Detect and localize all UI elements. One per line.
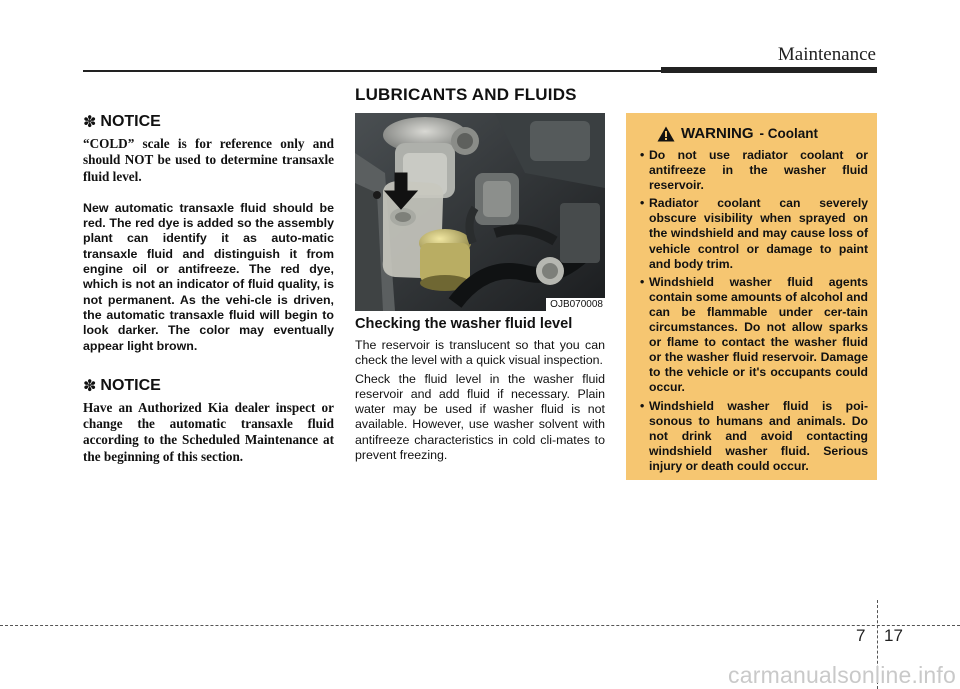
warning-box <box>626 113 877 480</box>
left-column <box>83 112 334 465</box>
engine-bay-illustration <box>355 113 605 311</box>
watermark: carmanualsonline.info <box>728 662 956 688</box>
bullet-icon: • <box>640 148 645 162</box>
warning-heading <box>657 125 868 142</box>
notice-label: NOTICE <box>100 376 161 394</box>
subsection-heading: Checking the washer fluid level <box>355 316 573 332</box>
section-title: Maintenance <box>777 44 876 65</box>
notice-text: Have an Authorized Kia dealer inspect or change the automatic transaxle fluid according to the Scheduled Maintenance at the beginning of this section. <box>83 399 334 464</box>
engine-bay-photo <box>355 113 605 311</box>
notice-heading <box>83 112 334 132</box>
warning-list <box>640 148 868 474</box>
middle-column <box>355 316 605 466</box>
notice-label: NOTICE <box>100 113 161 130</box>
notice-heading <box>83 376 334 396</box>
bullet-icon: • <box>640 398 645 413</box>
image-code: OJB070008 <box>546 298 605 311</box>
notice-star-icon: ✽ <box>83 377 97 395</box>
notice-star-icon: ✽ <box>83 114 97 131</box>
list-item: • Windshield washer fluid agents contain some amounts of alcohol and can be flammable under cer-tain circumstances. Do not allow sparks or flame to contact the washer fluid or the washer fluid reservoir. Damage to the vehicle or it's occupants could occur. <box>640 274 868 395</box>
list-item: • Do not use radiator coolant or antifreeze in the washer fluid reservoir. <box>640 148 868 193</box>
list-item: • Windshield washer fluid is poi-sonous to humans and animals. Do not drink and avoid contacting windshield washer fluid. Serious injury or death could occur. <box>640 398 868 473</box>
body-paragraph: Check the fluid level in the washer fluid reservoir and add fluid if necessary. Plain water may be used if washer fluid is not available. However, use washer solvent with antifreeze characteristics in cold cli-mates to prevent freezing. <box>355 371 605 463</box>
header-rule-accent <box>661 67 877 73</box>
body-paragraph: The reservoir is translucent so that you can check the level with a quick visual inspection. <box>355 338 605 368</box>
notice-text: “COLD” scale is for reference only and should NOT be used to determine transaxle fluid level. <box>83 136 334 184</box>
page-title: LUBRICANTS AND FLUIDS <box>355 85 577 104</box>
page-number: 17 <box>884 626 903 645</box>
transaxle-fluid-paragraph: New automatic transaxle fluid should be red. The red dye is added so the assembly plant can identify it as auto-matic transaxle fluid and distinguish it from engine oil or antifreeze. The red dye, which is not an indicator of fluid quality, is not permanent. As the vehi-cle is driven, the automatic transaxle fluid will begin to look darker. The color may eventually appear light brown. <box>83 200 334 353</box>
warning-triangle-icon <box>657 126 675 142</box>
bullet-icon: • <box>640 274 645 289</box>
chapter-number: 7 <box>856 626 866 645</box>
bullet-icon: • <box>640 196 645 211</box>
list-item: • Radiator coolant can severely obscure visibility when sprayed on the windshield and may cause loss of vehicle control or damage to paint and body trim. <box>640 196 868 271</box>
warning-subject: - Coolant <box>759 126 818 141</box>
footer-rule <box>0 625 960 626</box>
header-rule <box>83 70 661 72</box>
warning-label: WARNING <box>681 125 754 142</box>
